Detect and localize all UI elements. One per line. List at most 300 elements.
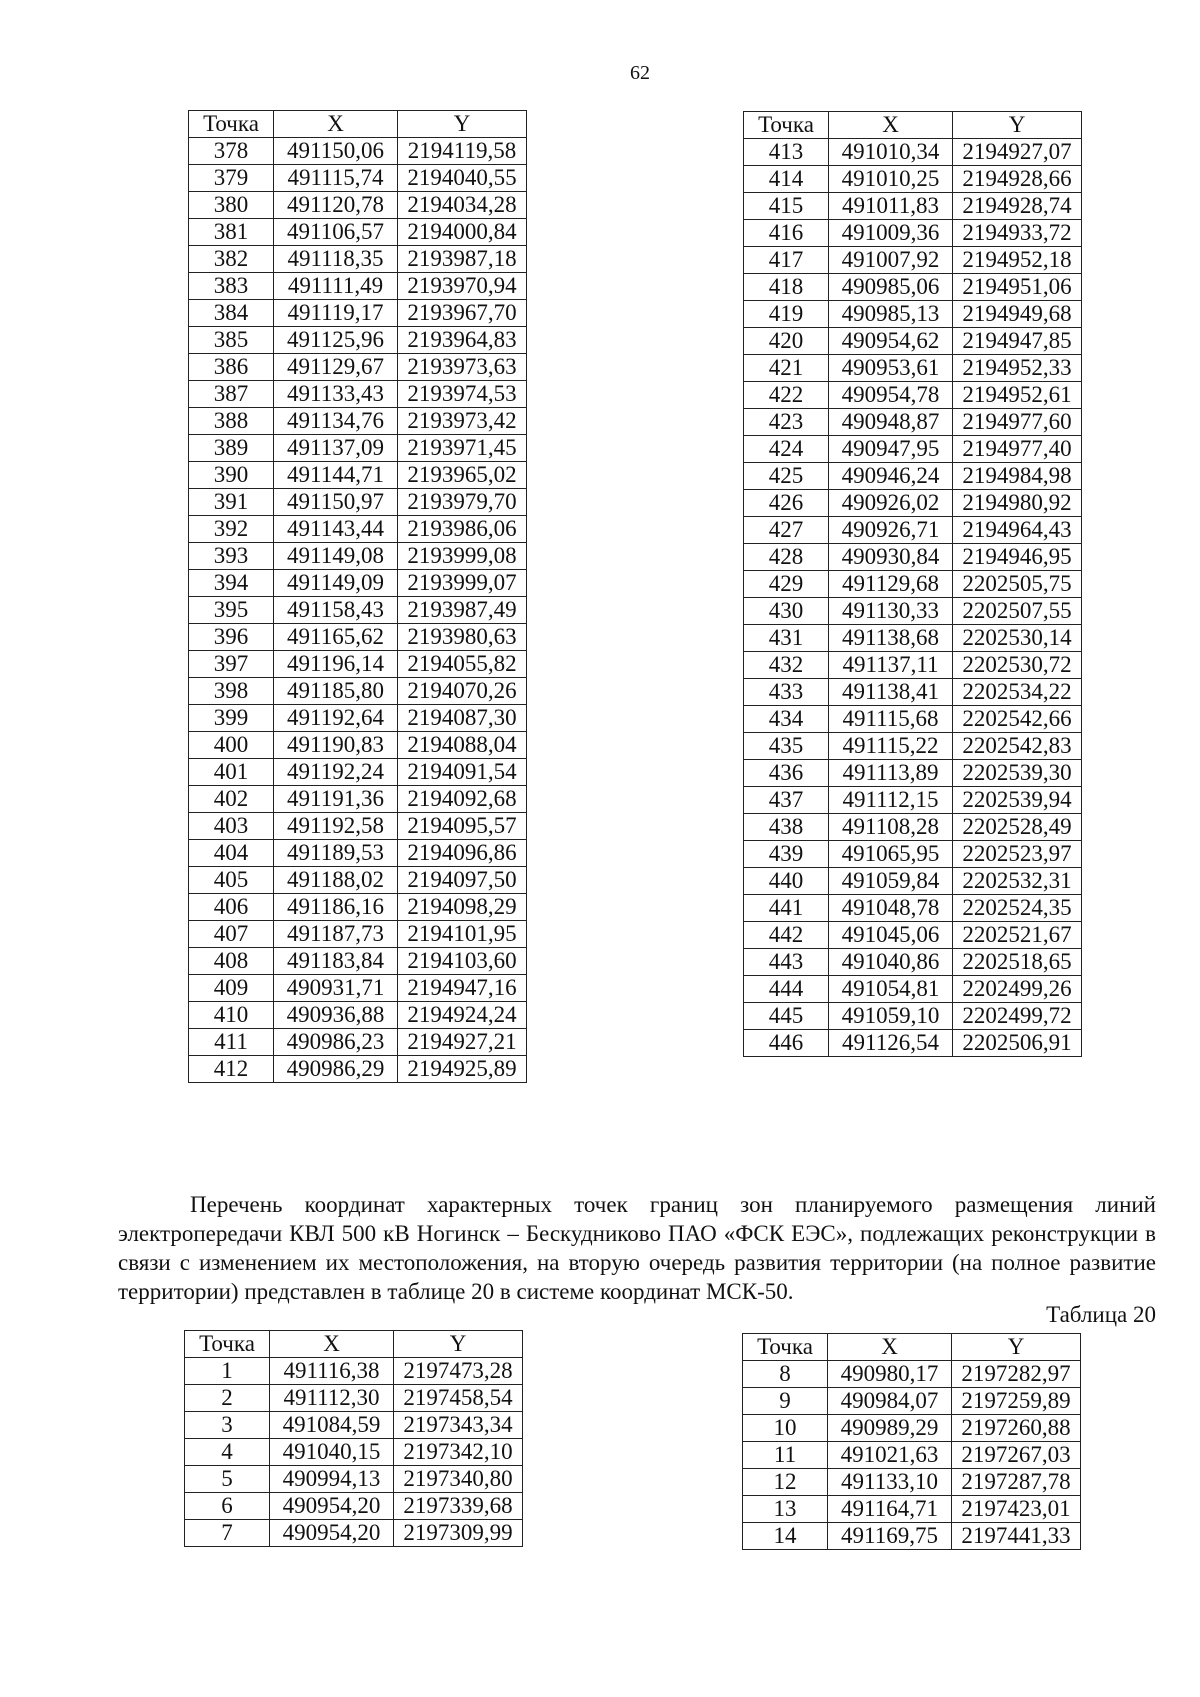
cell-y: 2193974,53	[398, 381, 527, 408]
cell-x: 490947,95	[829, 436, 953, 463]
cell-y: 2194952,33	[953, 355, 1082, 382]
coordinates-table-top-left	[188, 110, 527, 1083]
cell-y: 2197441,33	[952, 1523, 1081, 1550]
cell-y: 2194095,57	[398, 813, 527, 840]
cell-point: 385	[189, 327, 274, 354]
cell-y: 2197287,78	[952, 1469, 1081, 1496]
cell-point: 426	[744, 490, 829, 517]
cell-y: 2197473,28	[394, 1358, 523, 1385]
table-row	[189, 813, 527, 840]
table-row	[743, 1496, 1081, 1523]
table-row	[189, 408, 527, 435]
table-row	[189, 1002, 527, 1029]
cell-x: 491130,33	[829, 598, 953, 625]
cell-x: 491010,25	[829, 166, 953, 193]
cell-point: 4	[185, 1439, 270, 1466]
table-row	[744, 247, 1082, 274]
cell-point: 3	[185, 1412, 270, 1439]
cell-x: 491189,53	[274, 840, 398, 867]
cell-x: 491059,10	[829, 1003, 953, 1030]
table-row	[189, 1029, 527, 1056]
cell-point: 417	[744, 247, 829, 274]
cell-point: 419	[744, 301, 829, 328]
cell-point: 440	[744, 868, 829, 895]
table-row	[189, 165, 527, 192]
cell-point: 431	[744, 625, 829, 652]
cell-point: 7	[185, 1520, 270, 1547]
cell-point: 430	[744, 598, 829, 625]
table-row	[744, 544, 1082, 571]
cell-point: 435	[744, 733, 829, 760]
cell-y: 2194949,68	[953, 301, 1082, 328]
table-row	[189, 192, 527, 219]
cell-x: 490986,23	[274, 1029, 398, 1056]
cell-point: 380	[189, 192, 274, 219]
table-row	[744, 976, 1082, 1003]
cell-x: 491054,81	[829, 976, 953, 1003]
cell-x: 491192,24	[274, 759, 398, 786]
cell-point: 392	[189, 516, 274, 543]
coordinates-table-top-right	[743, 111, 1082, 1057]
cell-point: 445	[744, 1003, 829, 1030]
table-row	[189, 975, 527, 1002]
cell-x: 491040,15	[270, 1439, 394, 1466]
cell-y: 2193973,42	[398, 408, 527, 435]
cell-point: 432	[744, 652, 829, 679]
table-row	[743, 1469, 1081, 1496]
cell-x: 490953,61	[829, 355, 953, 382]
table-row	[189, 651, 527, 678]
table-row	[744, 166, 1082, 193]
cell-point: 390	[189, 462, 274, 489]
table-row	[744, 1003, 1082, 1030]
cell-x: 491084,59	[270, 1412, 394, 1439]
cell-y: 2202530,72	[953, 652, 1082, 679]
cell-x: 491112,15	[829, 787, 953, 814]
cell-x: 491007,92	[829, 247, 953, 274]
cell-point: 441	[744, 895, 829, 922]
cell-y: 2193999,07	[398, 570, 527, 597]
header-point: Точка	[744, 112, 829, 139]
cell-point: 379	[189, 165, 274, 192]
cell-y: 2197259,89	[952, 1388, 1081, 1415]
table-row	[744, 868, 1082, 895]
cell-point: 13	[743, 1496, 828, 1523]
cell-x: 491191,36	[274, 786, 398, 813]
cell-x: 491120,78	[274, 192, 398, 219]
table-row	[744, 598, 1082, 625]
cell-y: 2194951,06	[953, 274, 1082, 301]
cell-y: 2193970,94	[398, 273, 527, 300]
cell-y: 2197260,88	[952, 1415, 1081, 1442]
cell-y: 2193987,18	[398, 246, 527, 273]
cell-point: 6	[185, 1493, 270, 1520]
table-row	[744, 463, 1082, 490]
cell-x: 490926,71	[829, 517, 953, 544]
cell-x: 491129,67	[274, 354, 398, 381]
cell-point: 407	[189, 921, 274, 948]
cell-point: 411	[189, 1029, 274, 1056]
table-row	[189, 543, 527, 570]
cell-point: 383	[189, 273, 274, 300]
cell-x: 491116,38	[270, 1358, 394, 1385]
cell-y: 2194070,26	[398, 678, 527, 705]
table-header-row	[744, 112, 1082, 139]
table-row	[189, 516, 527, 543]
table-row	[744, 517, 1082, 544]
cell-point: 1	[185, 1358, 270, 1385]
cell-y: 2197267,03	[952, 1442, 1081, 1469]
table-row	[744, 382, 1082, 409]
cell-point: 414	[744, 166, 829, 193]
cell-y: 2194098,29	[398, 894, 527, 921]
table-row	[189, 705, 527, 732]
cell-x: 491045,06	[829, 922, 953, 949]
table-row	[185, 1358, 523, 1385]
cell-point: 427	[744, 517, 829, 544]
table-row	[189, 786, 527, 813]
cell-point: 423	[744, 409, 829, 436]
cell-y: 2193986,06	[398, 516, 527, 543]
cell-point: 389	[189, 435, 274, 462]
cell-x: 491192,58	[274, 813, 398, 840]
cell-x: 490930,84	[829, 544, 953, 571]
cell-x: 491134,76	[274, 408, 398, 435]
cell-y: 2202542,83	[953, 733, 1082, 760]
table-row	[189, 489, 527, 516]
table-row	[189, 624, 527, 651]
cell-x: 491118,35	[274, 246, 398, 273]
cell-point: 437	[744, 787, 829, 814]
cell-x: 491143,44	[274, 516, 398, 543]
cell-x: 490985,06	[829, 274, 953, 301]
cell-y: 2193987,49	[398, 597, 527, 624]
table-row	[744, 571, 1082, 598]
cell-x: 491059,84	[829, 868, 953, 895]
cell-x: 491164,71	[828, 1496, 952, 1523]
cell-point: 424	[744, 436, 829, 463]
table-row	[189, 759, 527, 786]
cell-x: 491040,86	[829, 949, 953, 976]
cell-point: 9	[743, 1388, 828, 1415]
cell-x: 491009,36	[829, 220, 953, 247]
cell-x: 491065,95	[829, 841, 953, 868]
cell-point: 443	[744, 949, 829, 976]
table-row	[189, 327, 527, 354]
table-row	[189, 435, 527, 462]
cell-y: 2194964,43	[953, 517, 1082, 544]
cell-y: 2202539,30	[953, 760, 1082, 787]
cell-y: 2193967,70	[398, 300, 527, 327]
cell-x: 491115,22	[829, 733, 953, 760]
cell-x: 490954,78	[829, 382, 953, 409]
cell-x: 491113,89	[829, 760, 953, 787]
table-row	[743, 1523, 1081, 1550]
cell-point: 444	[744, 976, 829, 1003]
table-row	[743, 1388, 1081, 1415]
table-row	[744, 436, 1082, 463]
description-paragraph: Перечень координат характерных точек границ зон планируемого размещения линий электропередачи КВЛ 500 кВ Ногинск – Бескудниково ПАО «ФСК ЕЭС», подлежащих реконструкции в связи с изменением их местоположения, на вторую очередь развития территории (на полное развитие территории) представлен в таблице 20 в системе координат МСК-50.	[118, 1192, 1156, 1304]
cell-y: 2194952,18	[953, 247, 1082, 274]
cell-x: 491112,30	[270, 1385, 394, 1412]
cell-point: 398	[189, 678, 274, 705]
cell-point: 393	[189, 543, 274, 570]
cell-x: 490926,02	[829, 490, 953, 517]
table-row	[744, 625, 1082, 652]
cell-x: 491185,80	[274, 678, 398, 705]
cell-y: 2194034,28	[398, 192, 527, 219]
cell-y: 2194091,54	[398, 759, 527, 786]
cell-y: 2197423,01	[952, 1496, 1081, 1523]
cell-x: 491138,68	[829, 625, 953, 652]
table-row	[744, 679, 1082, 706]
cell-point: 425	[744, 463, 829, 490]
cell-x: 491126,54	[829, 1030, 953, 1057]
table-row	[189, 354, 527, 381]
cell-point: 422	[744, 382, 829, 409]
table-row	[744, 139, 1082, 166]
cell-y: 2194097,50	[398, 867, 527, 894]
cell-y: 2194087,30	[398, 705, 527, 732]
cell-x: 491138,41	[829, 679, 953, 706]
table-row	[189, 138, 527, 165]
cell-point: 439	[744, 841, 829, 868]
cell-point: 381	[189, 219, 274, 246]
cell-y: 2194928,66	[953, 166, 1082, 193]
cell-point: 8	[743, 1361, 828, 1388]
table-row	[744, 652, 1082, 679]
cell-y: 2194925,89	[398, 1056, 527, 1083]
cell-y: 2194947,16	[398, 975, 527, 1002]
table-row	[189, 381, 527, 408]
header-y: Y	[952, 1334, 1081, 1361]
cell-y: 2202534,22	[953, 679, 1082, 706]
cell-point: 410	[189, 1002, 274, 1029]
cell-x: 491115,74	[274, 165, 398, 192]
cell-point: 10	[743, 1415, 828, 1442]
table-row	[744, 895, 1082, 922]
cell-x: 491150,97	[274, 489, 398, 516]
cell-point: 395	[189, 597, 274, 624]
cell-point: 386	[189, 354, 274, 381]
cell-y: 2194088,04	[398, 732, 527, 759]
cell-y: 2194092,68	[398, 786, 527, 813]
header-x: X	[829, 112, 953, 139]
table-row	[185, 1520, 523, 1547]
cell-x: 490985,13	[829, 301, 953, 328]
header-y: Y	[398, 111, 527, 138]
cell-x: 491137,11	[829, 652, 953, 679]
cell-x: 491010,34	[829, 139, 953, 166]
header-x: X	[274, 111, 398, 138]
cell-point: 434	[744, 706, 829, 733]
table-row	[744, 301, 1082, 328]
cell-y: 2202524,35	[953, 895, 1082, 922]
table-row	[744, 814, 1082, 841]
cell-y: 2194927,21	[398, 1029, 527, 1056]
header-y: Y	[953, 112, 1082, 139]
cell-point: 412	[189, 1056, 274, 1083]
cell-x: 491192,64	[274, 705, 398, 732]
table-row	[189, 840, 527, 867]
table-row	[744, 355, 1082, 382]
cell-x: 491144,71	[274, 462, 398, 489]
header-y: Y	[394, 1331, 523, 1358]
cell-y: 2197339,68	[394, 1493, 523, 1520]
cell-x: 491158,43	[274, 597, 398, 624]
cell-y: 2202532,31	[953, 868, 1082, 895]
cell-y: 2194101,95	[398, 921, 527, 948]
cell-point: 438	[744, 814, 829, 841]
cell-x: 491186,16	[274, 894, 398, 921]
cell-x: 490980,17	[828, 1361, 952, 1388]
cell-x: 490931,71	[274, 975, 398, 1002]
table-row	[744, 949, 1082, 976]
header-point: Точка	[185, 1331, 270, 1358]
cell-y: 2194984,98	[953, 463, 1082, 490]
cell-x: 491129,68	[829, 571, 953, 598]
cell-x: 491115,68	[829, 706, 953, 733]
cell-point: 413	[744, 139, 829, 166]
cell-x: 491137,09	[274, 435, 398, 462]
table-caption: Таблица 20	[1046, 1302, 1156, 1327]
cell-y: 2193979,70	[398, 489, 527, 516]
table-row	[743, 1415, 1081, 1442]
cell-point: 401	[189, 759, 274, 786]
coordinates-table-bottom-left	[184, 1330, 523, 1547]
cell-point: 409	[189, 975, 274, 1002]
table-row	[744, 490, 1082, 517]
cell-point: 406	[189, 894, 274, 921]
cell-point: 404	[189, 840, 274, 867]
cell-x: 491106,57	[274, 219, 398, 246]
cell-x: 490986,29	[274, 1056, 398, 1083]
cell-point: 433	[744, 679, 829, 706]
table-row	[189, 273, 527, 300]
table-row	[744, 706, 1082, 733]
cell-y: 2202530,14	[953, 625, 1082, 652]
cell-point: 396	[189, 624, 274, 651]
cell-point: 12	[743, 1469, 828, 1496]
table-row	[743, 1442, 1081, 1469]
table-row	[189, 894, 527, 921]
header-x: X	[270, 1331, 394, 1358]
table-row	[189, 732, 527, 759]
cell-y: 2193973,63	[398, 354, 527, 381]
table-row	[185, 1466, 523, 1493]
cell-y: 2197342,10	[394, 1439, 523, 1466]
table-row	[189, 1056, 527, 1083]
cell-x: 490954,62	[829, 328, 953, 355]
cell-x: 491133,43	[274, 381, 398, 408]
cell-point: 384	[189, 300, 274, 327]
cell-point: 378	[189, 138, 274, 165]
table-row	[744, 922, 1082, 949]
cell-y: 2193965,02	[398, 462, 527, 489]
cell-point: 446	[744, 1030, 829, 1057]
cell-x: 491187,73	[274, 921, 398, 948]
header-point: Точка	[189, 111, 274, 138]
table-row	[189, 462, 527, 489]
table-row	[744, 733, 1082, 760]
cell-point: 2	[185, 1385, 270, 1412]
cell-x: 490984,07	[828, 1388, 952, 1415]
cell-point: 388	[189, 408, 274, 435]
cell-y: 2194040,55	[398, 165, 527, 192]
cell-y: 2197458,54	[394, 1385, 523, 1412]
cell-y: 2202523,97	[953, 841, 1082, 868]
table-row	[189, 867, 527, 894]
table-header-row	[743, 1334, 1081, 1361]
cell-y: 2194924,24	[398, 1002, 527, 1029]
cell-point: 429	[744, 571, 829, 598]
cell-point: 442	[744, 922, 829, 949]
table-header-row	[189, 111, 527, 138]
cell-y: 2202518,65	[953, 949, 1082, 976]
page-number: 62	[630, 62, 650, 84]
table-row	[744, 409, 1082, 436]
table-row	[185, 1412, 523, 1439]
cell-y: 2194927,07	[953, 139, 1082, 166]
cell-x: 491021,63	[828, 1442, 952, 1469]
cell-x: 490954,20	[270, 1520, 394, 1547]
table-row	[744, 193, 1082, 220]
cell-x: 490994,13	[270, 1466, 394, 1493]
cell-y: 2202506,91	[953, 1030, 1082, 1057]
cell-point: 408	[189, 948, 274, 975]
cell-y: 2193980,63	[398, 624, 527, 651]
cell-x: 491048,78	[829, 895, 953, 922]
cell-y: 2202499,26	[953, 976, 1082, 1003]
table-row	[185, 1439, 523, 1466]
cell-point: 394	[189, 570, 274, 597]
cell-y: 2194103,60	[398, 948, 527, 975]
cell-point: 387	[189, 381, 274, 408]
table-row	[189, 678, 527, 705]
table-row	[189, 300, 527, 327]
cell-y: 2202505,75	[953, 571, 1082, 598]
cell-x: 490948,87	[829, 409, 953, 436]
table-row	[189, 246, 527, 273]
cell-x: 491111,49	[274, 273, 398, 300]
cell-y: 2202539,94	[953, 787, 1082, 814]
cell-y: 2194055,82	[398, 651, 527, 678]
coordinates-table-bottom-right	[742, 1333, 1081, 1550]
cell-x: 491190,83	[274, 732, 398, 759]
cell-point: 397	[189, 651, 274, 678]
table-row	[744, 787, 1082, 814]
cell-point: 428	[744, 544, 829, 571]
cell-x: 490946,24	[829, 463, 953, 490]
cell-x: 491119,17	[274, 300, 398, 327]
cell-x: 491125,96	[274, 327, 398, 354]
cell-x: 490936,88	[274, 1002, 398, 1029]
cell-x: 490954,20	[270, 1493, 394, 1520]
cell-y: 2202521,67	[953, 922, 1082, 949]
cell-point: 436	[744, 760, 829, 787]
table-row	[744, 1030, 1082, 1057]
table-row	[744, 274, 1082, 301]
cell-y: 2197340,80	[394, 1466, 523, 1493]
table-row	[189, 921, 527, 948]
cell-point: 382	[189, 246, 274, 273]
cell-x: 491150,06	[274, 138, 398, 165]
table-row	[744, 220, 1082, 247]
cell-point: 11	[743, 1442, 828, 1469]
table-row	[189, 219, 527, 246]
cell-y: 2197309,99	[394, 1520, 523, 1547]
table-row	[744, 328, 1082, 355]
